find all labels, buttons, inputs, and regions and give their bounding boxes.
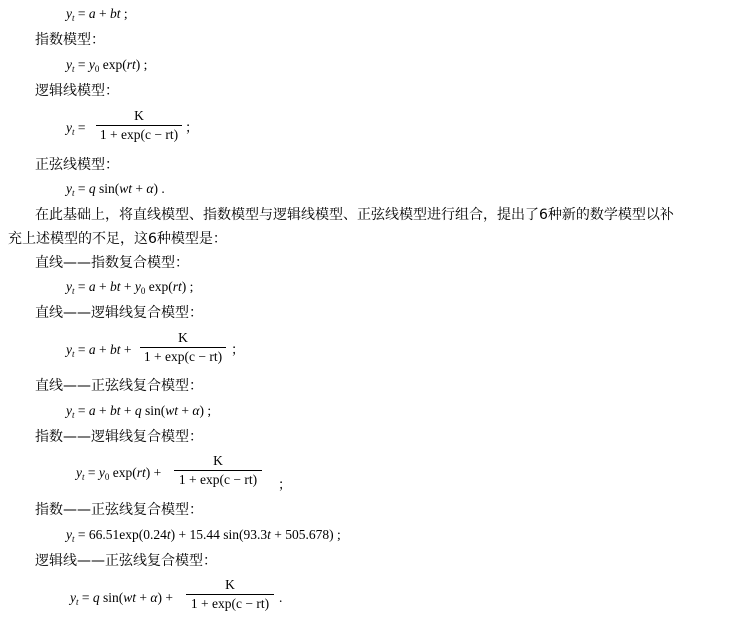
combo4-fraction — [174, 453, 262, 488]
combo4-lhs: $y_t = y_0$ exp(rt) + — [76, 465, 162, 482]
combo5-label: 指数——正弦线复合模型： — [35, 502, 203, 518]
combo1-formula: $y_t = a$ + bt + $y_0$ exp(rt) ; — [66, 279, 194, 296]
linear-model-formula: $y_t = a$ + bt ; — [66, 6, 128, 23]
combo5-formula: $y_t = 66.51\exp(0.24t) + 15.44$ sin(93.3t + 505.678) ; — [66, 527, 341, 544]
sine-model-formula: $y_t = q$ sin(wt + α) . — [66, 181, 165, 198]
intro-paragraph-line2: 充上述模型的不足，这6种模型是： — [8, 231, 227, 247]
combo2-lhs: $y_t = a$ + bt + — [66, 342, 132, 359]
combo4-end: ； — [278, 477, 292, 492]
fraction-denominator: 1 + exp(c − rt) — [143, 349, 223, 364]
fraction-bar — [174, 470, 262, 471]
sine-model-label: 正弦线模型： — [35, 157, 119, 173]
combo2-label: 直线——逻辑线复合模型： — [35, 305, 203, 321]
combo6-fraction — [186, 577, 274, 612]
combo3-formula: $y_t = a$ + bt + q sin(wt + α) ; — [66, 403, 212, 420]
combo4-label: 指数——逻辑线复合模型： — [35, 429, 203, 445]
logistic-model-label: 逻辑线模型： — [35, 83, 119, 99]
intro-paragraph-line1: 在此基础上，将直线模型、指数模型与逻辑线模型、正弦线模型进行组合，提出了6种新的数学模型以补 — [35, 207, 674, 223]
logistic-model-fraction — [96, 108, 182, 143]
fraction-denominator: 1 + exp(c − rt) — [178, 472, 258, 487]
exp-model-formula: $y_t = y_0$ exp(rt) ; — [66, 57, 148, 74]
combo6-label: 逻辑线——正弦线复合模型： — [35, 553, 217, 569]
fraction-denominator: 1 + exp(c − rt) — [190, 596, 270, 611]
fraction-bar — [186, 594, 274, 595]
combo6-lhs: $y_t = q$ sin(wt + α) + — [70, 590, 173, 607]
logistic-model-lhs: $y_t$ = — [66, 120, 86, 137]
combo1-label: 直线——指数复合模型： — [35, 255, 189, 271]
combo3-label: 直线——正弦线复合模型： — [35, 378, 203, 394]
logistic-model-end: ； — [185, 120, 199, 135]
fraction-numerator: K — [213, 453, 223, 468]
fraction-bar — [140, 347, 226, 348]
combo2-fraction — [140, 330, 226, 365]
combo2-end: ； — [231, 342, 245, 357]
exp-model-label: 指数模型： — [35, 32, 105, 48]
fraction-bar — [96, 125, 182, 126]
combo6-end: . — [279, 590, 283, 605]
fraction-numerator: K — [225, 577, 235, 592]
fraction-denominator: 1 + exp(c − rt) — [99, 127, 179, 142]
fraction-numerator: K — [134, 108, 144, 123]
fraction-numerator: K — [178, 330, 188, 345]
